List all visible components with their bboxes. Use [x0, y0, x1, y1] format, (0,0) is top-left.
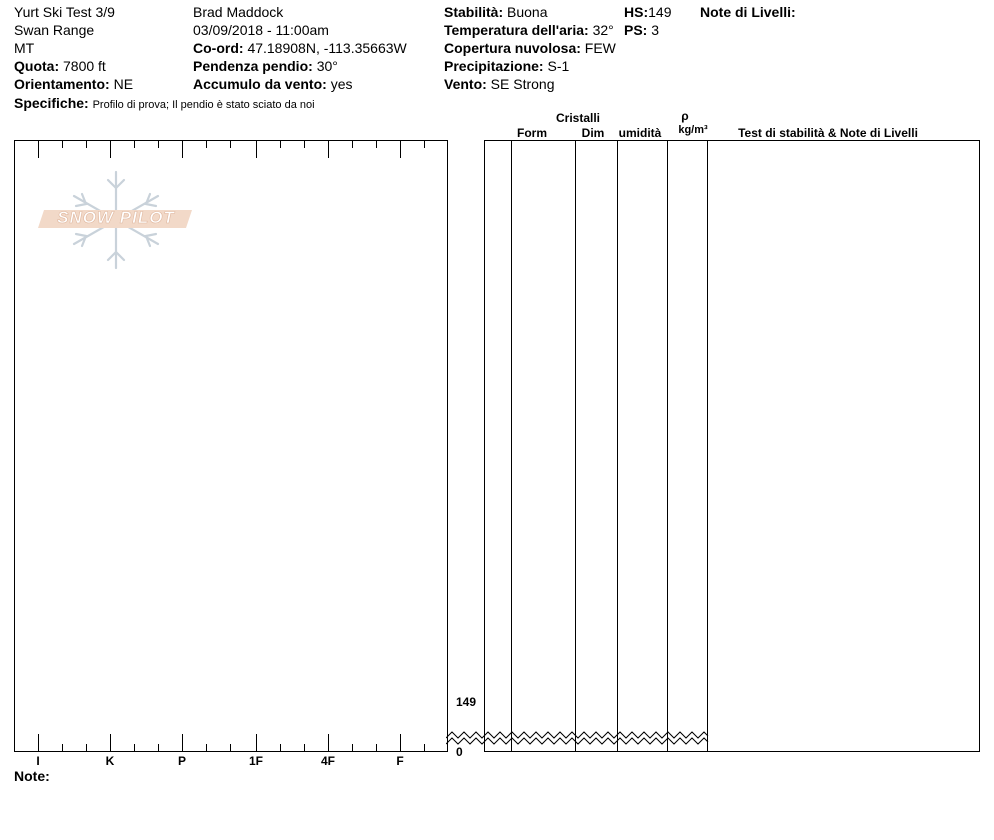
- ps-field: [624, 22, 659, 38]
- table-divider: [667, 140, 668, 752]
- coord-value: 47.18908N, -113.35663W: [247, 40, 407, 56]
- precipitazione-value: S-1: [547, 58, 570, 74]
- quota-value: 7800 ft: [63, 58, 106, 74]
- coord-field: [193, 40, 407, 56]
- orientamento-field: [14, 76, 133, 92]
- specifiche-label: Specifiche:: [14, 95, 89, 111]
- pendenza-label: Pendenza pendio:: [193, 58, 313, 74]
- stabilita-label: Stabilità:: [444, 4, 504, 20]
- pendenza-field: [193, 58, 338, 74]
- pendenza-value: 30°: [316, 58, 338, 74]
- table-divider: [707, 140, 708, 752]
- table-divider: [511, 140, 512, 752]
- datetime: 03/09/2018 - 11:00am: [193, 22, 329, 38]
- hardness-label-f: F: [396, 754, 404, 768]
- table-divider: [575, 140, 576, 752]
- col-header-dim: Dim: [581, 126, 605, 140]
- vento-value: SE Strong: [490, 76, 555, 92]
- hardness-label-i: I: [36, 754, 40, 768]
- temperatura-value: 32°: [592, 22, 614, 38]
- hardness-label-k: K: [105, 754, 115, 768]
- col-header-density-unit: kg/m³: [678, 124, 708, 136]
- hs-label: HS:: [624, 4, 649, 20]
- table-divider: [617, 140, 618, 752]
- quota-field: [14, 58, 106, 74]
- orientamento-value: NE: [113, 76, 134, 92]
- hardness-label-4f: 4F: [320, 754, 335, 768]
- accumulo-label: Accumulo da vento:: [193, 76, 327, 92]
- hardness-label-1f: 1F: [248, 754, 263, 768]
- temperatura-field: [444, 22, 614, 38]
- accumulo-value: yes: [330, 76, 353, 92]
- snow-pilot-logo-text: SNOW PILOT: [57, 208, 175, 227]
- precipitazione-field: [444, 58, 569, 74]
- vento-label: Vento:: [444, 76, 487, 92]
- ps-label: PS:: [624, 22, 648, 38]
- specifiche-value: Profilo di prova; Il pendio è stato sciato da noi: [92, 99, 315, 111]
- col-header-rho: ρ: [681, 109, 689, 123]
- copertura-field: [444, 40, 616, 56]
- note-label: Note:: [14, 768, 50, 784]
- hs-value: 149: [648, 4, 672, 20]
- range-name: Swan Range: [14, 22, 95, 38]
- ps-value: 3: [651, 22, 660, 38]
- coord-label: Co-ord:: [193, 40, 244, 56]
- col-header-umidita: umidità: [618, 126, 662, 140]
- depth-top-label: 149: [456, 695, 477, 709]
- snow-pilot-logo: [38, 170, 194, 270]
- vento-field: [444, 76, 555, 92]
- state-name: MT: [14, 40, 35, 56]
- note-livelli-title: Note di Livelli:: [700, 4, 796, 20]
- hardness-label-p: P: [177, 754, 186, 768]
- accumulo-field: [193, 76, 352, 92]
- orientamento-label: Orientamento:: [14, 76, 110, 92]
- layers-table: [484, 140, 980, 752]
- copertura-label: Copertura nuvolosa:: [444, 40, 581, 56]
- precipitazione-label: Precipitazione:: [444, 58, 544, 74]
- stabilita-value: Buona: [507, 4, 548, 20]
- observer-name: Brad Maddock: [193, 4, 284, 20]
- copertura-value: FEW: [584, 40, 616, 56]
- temperatura-label: Temperatura dell'aria:: [444, 22, 589, 38]
- stabilita-field: [444, 4, 548, 20]
- depth-bottom-label: 0: [456, 745, 463, 759]
- col-header-form: Form: [517, 126, 547, 140]
- col-header-test: Test di stabilità & Note di Livelli: [738, 126, 918, 140]
- hs-field: [624, 4, 671, 20]
- specifiche-field: [14, 95, 315, 113]
- col-header-cristalli: Cristalli: [555, 111, 600, 125]
- zigzag-break-line: [446, 728, 710, 748]
- quota-label: Quota:: [14, 58, 60, 74]
- profile-title: Yurt Ski Test 3/9: [14, 4, 115, 20]
